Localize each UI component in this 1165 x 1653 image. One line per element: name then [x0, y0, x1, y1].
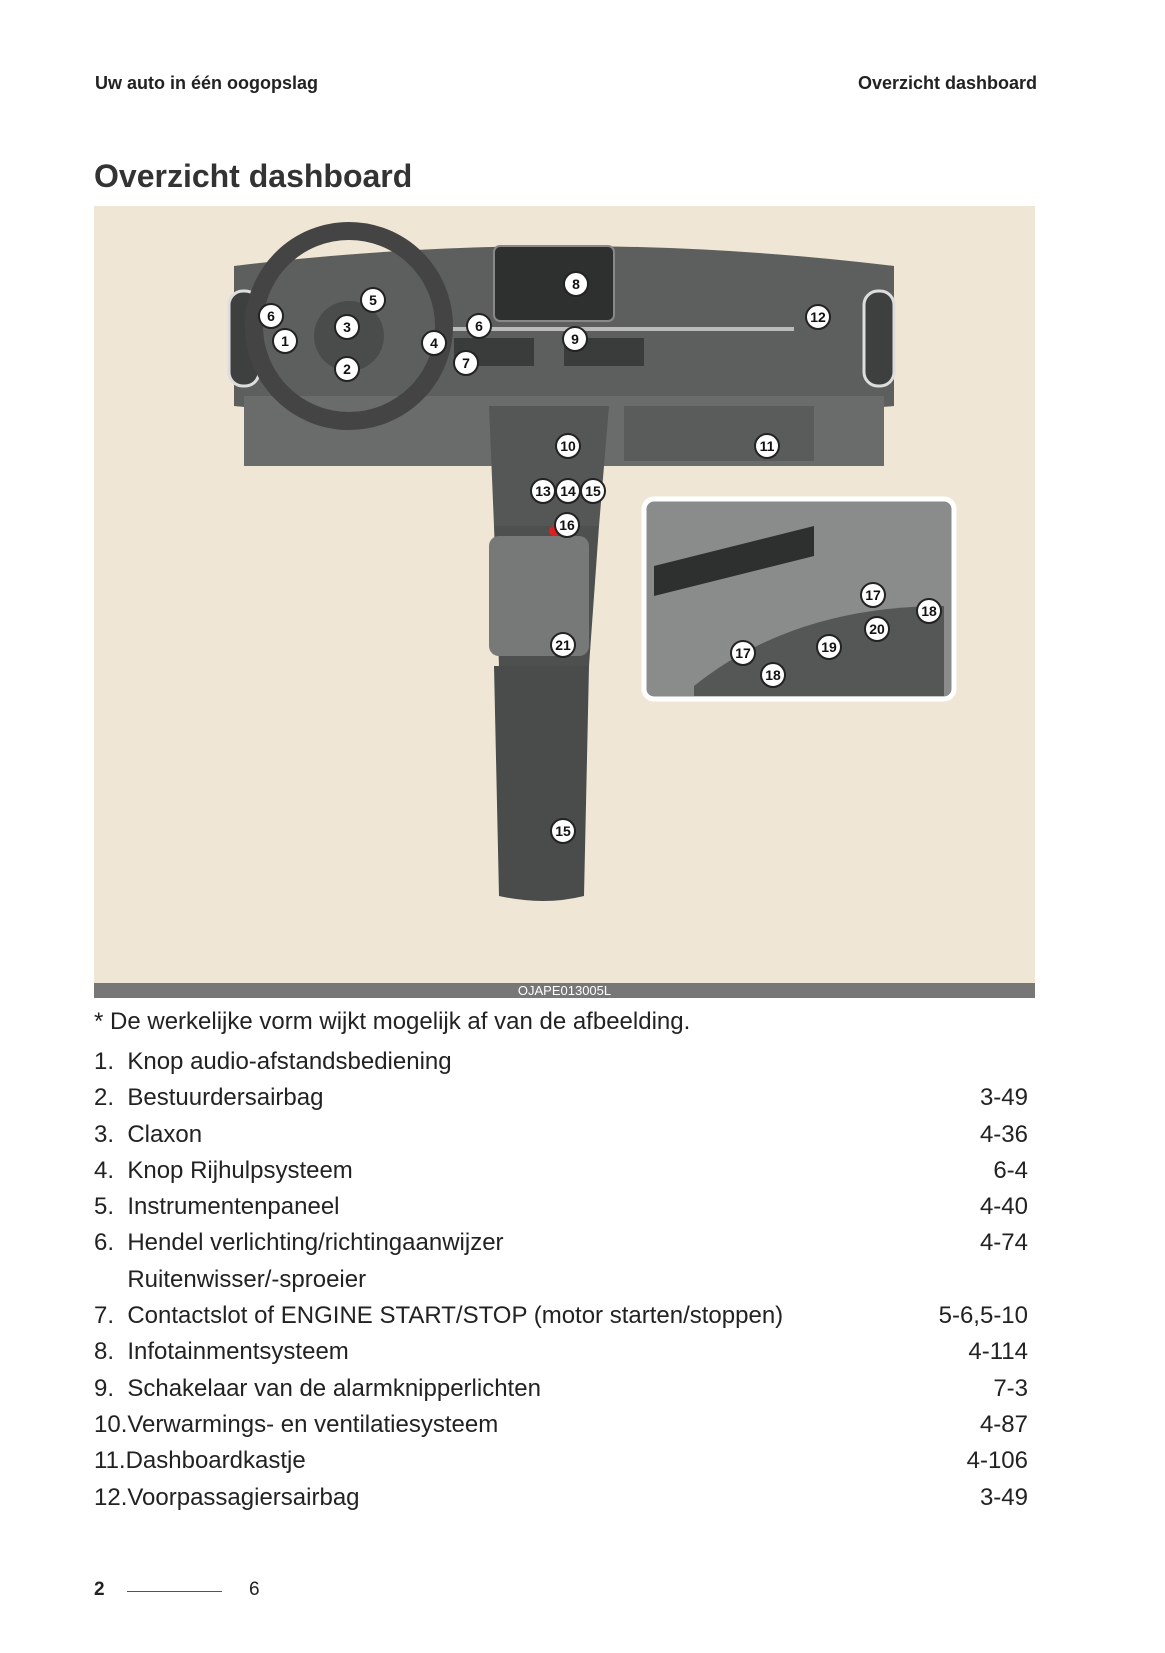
running-header-right: Overzicht dashboard: [857, 73, 1037, 93]
item-page: 4-87: [979, 1410, 1028, 1438]
list-item: [94, 1225, 1028, 1261]
item-label: 6. Hendel verlichting/richtingaanwijzer: [94, 1229, 504, 1257]
item-label: 5. Instrumentenpaneel: [94, 1193, 340, 1221]
item-label: 4. Knop Rijhulpsysteem: [94, 1156, 353, 1184]
callout-13: 13: [530, 478, 556, 504]
item-label: 11.Dashboardkastje: [94, 1447, 306, 1475]
footer-page-number: 6: [249, 1579, 260, 1600]
callout-14: 14: [555, 478, 581, 504]
item-page: 4-36: [979, 1120, 1028, 1148]
item-label: 3. Claxon: [94, 1120, 203, 1148]
callout-18: 18: [916, 598, 942, 624]
list-item: [94, 1262, 1028, 1298]
callout-19: 19: [816, 634, 842, 660]
list-item: [94, 1153, 1028, 1189]
item-label: 9. Schakelaar van de alarmknipperlichten: [94, 1374, 541, 1402]
list-item: [94, 1443, 1028, 1479]
item-page: 3-49: [979, 1483, 1028, 1511]
item-page: 7-3: [993, 1374, 1028, 1402]
callout-20: 20: [864, 616, 890, 642]
callout-6: 6: [258, 303, 284, 329]
callout-5: 5: [360, 287, 386, 313]
callout-16: 16: [554, 512, 580, 538]
list-item: [94, 1080, 1028, 1116]
callout-11: 11: [754, 433, 780, 459]
item-label: 10.Verwarmings- en ventilatiesysteem: [94, 1410, 499, 1438]
callout-9: 9: [562, 326, 588, 352]
callout-8: 8: [563, 271, 589, 297]
callout-18b: 18: [760, 662, 786, 688]
item-page: 4-74: [979, 1229, 1028, 1257]
footer-section-number: 2: [94, 1579, 105, 1600]
list-item: [94, 1407, 1028, 1443]
callout-4: 4: [421, 330, 447, 356]
item-page: 4-106: [966, 1447, 1028, 1475]
callout-15: 15: [580, 478, 606, 504]
callout-21: 21: [550, 632, 576, 658]
list-item: [94, 1334, 1028, 1370]
item-label: 1. Knop audio-afstandsbediening: [94, 1048, 452, 1075]
item-page: 4-114: [968, 1338, 1028, 1366]
item-page: 6-4: [993, 1156, 1028, 1184]
item-label: Ruitenwisser/-sproeier: [94, 1265, 367, 1293]
list-item: [94, 1480, 1028, 1516]
item-label: 8. Infotainmentsysteem: [94, 1338, 349, 1366]
list-item: [94, 1189, 1028, 1225]
list-item: [94, 1371, 1028, 1407]
callout-6b: 6: [466, 313, 492, 339]
list-item: [94, 1298, 1028, 1334]
running-header-left: Uw auto in één oogopslag: [95, 73, 319, 93]
callout-17b: 17: [730, 640, 756, 666]
callout-10: 10: [555, 433, 581, 459]
item-page: 3-49: [979, 1084, 1028, 1112]
callout-7: 7: [453, 350, 479, 376]
callout-17: 17: [860, 582, 886, 608]
item-label: 7. Contactslot of ENGINE START/STOP (motor starten/stoppen): [94, 1302, 784, 1330]
figure-note: * De werkelijke vorm wijkt mogelijk af van de afbeelding.: [94, 1008, 691, 1035]
item-page: 5-6,5-10: [938, 1302, 1028, 1330]
item-label: 12.Voorpassagiersairbag: [94, 1483, 360, 1511]
callout-3: 3: [334, 314, 360, 340]
dashboard-illustration: [94, 206, 1035, 983]
callout-1: 1: [272, 328, 298, 354]
list-item: [94, 1044, 1028, 1080]
callout-15b: 15: [550, 818, 576, 844]
item-page: 4-40: [979, 1193, 1028, 1221]
footer-divider: [127, 1591, 222, 1592]
item-label: 2. Bestuurdersairbag: [94, 1084, 324, 1112]
page-title: Overzicht dashboard: [94, 158, 413, 194]
list-item: [94, 1117, 1028, 1153]
callout-12: 12: [805, 304, 831, 330]
component-list: [94, 1044, 1028, 1516]
figure-caption: OJAPE013005L: [94, 983, 1035, 998]
callout-2: 2: [334, 356, 360, 382]
